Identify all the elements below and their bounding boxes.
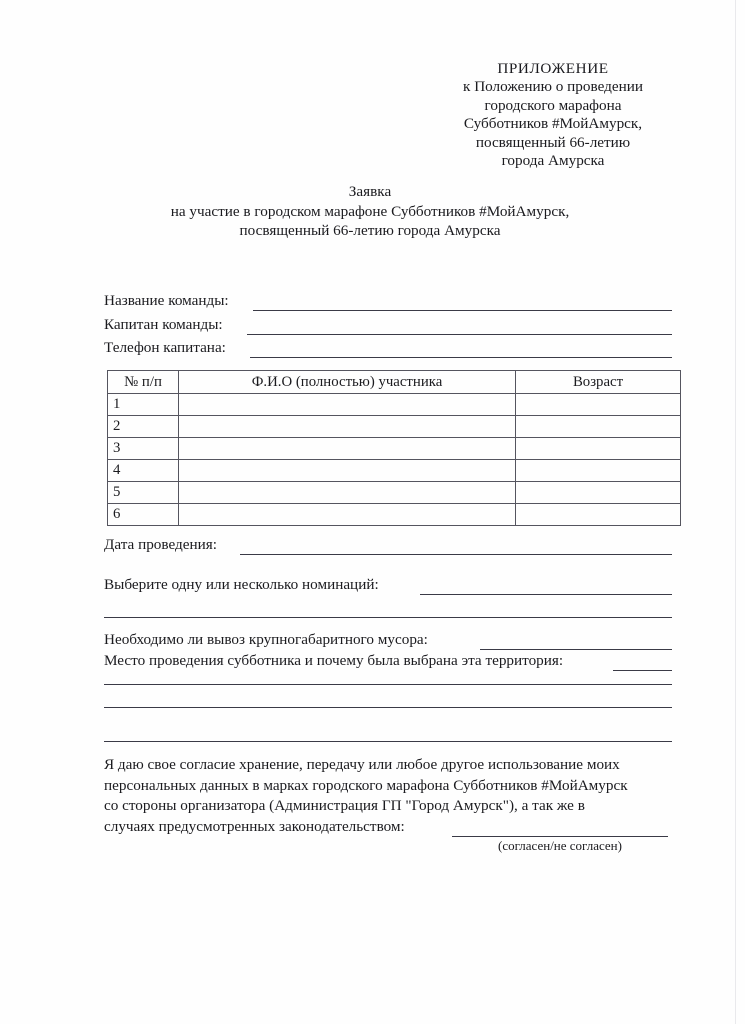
row-number: 3 [108, 438, 179, 460]
consent-line-4: случаях предусмотренных законодательством: [104, 817, 405, 835]
row-number: 2 [108, 416, 179, 438]
row-age-cell[interactable] [516, 460, 681, 482]
table-row [108, 416, 681, 438]
title-line-1: Заявка [348, 183, 392, 200]
row-fullname-cell[interactable] [179, 482, 516, 504]
row-fullname-cell[interactable] [179, 416, 516, 438]
consent-line-2: персональных данных в марках городского марафона Субботников #МойАмурск [104, 776, 628, 794]
appendix-header [425, 60, 681, 170]
row-number: 1 [108, 394, 179, 416]
participants-table [107, 370, 681, 526]
team-captain-input-line[interactable] [247, 334, 672, 335]
row-fullname-cell[interactable] [179, 394, 516, 416]
location-reason-input-line-2[interactable] [104, 684, 672, 685]
row-number: 6 [108, 504, 179, 526]
page-edge [735, 0, 736, 1024]
consent-line-3: со стороны организатора (Администрация ГП "Город Амурск"), а так же в [104, 797, 585, 815]
row-number: 4 [108, 460, 179, 482]
bulky-waste-input-line[interactable] [480, 649, 672, 650]
table-body [108, 394, 681, 526]
table-header-age: Возраст [516, 371, 681, 394]
row-age-cell[interactable] [516, 504, 681, 526]
captain-phone-input-line[interactable] [250, 357, 672, 358]
captain-phone-label: Телефон капитана: [104, 339, 226, 356]
appendix-line-2: к Положению о проведении [463, 78, 643, 96]
row-age-cell[interactable] [516, 482, 681, 504]
table-header-row [108, 371, 681, 394]
appendix-line-3: городского марафона [484, 96, 622, 114]
consent-signature-line[interactable] [452, 836, 668, 837]
title-line-3: посвященный 66-летию города Амурска [239, 222, 501, 239]
location-reason-input-line-4[interactable] [104, 741, 672, 742]
table-row [108, 438, 681, 460]
table-row [108, 394, 681, 416]
nominations-label: Выберите одну или несколько номинаций: [104, 576, 379, 593]
appendix-line-5: посвященный 66-летию [475, 133, 631, 151]
row-age-cell[interactable] [516, 416, 681, 438]
page-title [60, 182, 680, 241]
row-fullname-cell[interactable] [179, 460, 516, 482]
table-row [108, 460, 681, 482]
table-row [108, 482, 681, 504]
bulky-waste-label: Необходимо ли вывоз крупногабаритного мусора: [104, 631, 428, 648]
title-line-2: на участие в городском марафоне Субботников #МойАмурск, [170, 202, 570, 220]
nominations-input-line-1[interactable] [420, 594, 672, 595]
table-row [108, 504, 681, 526]
row-age-cell[interactable] [516, 394, 681, 416]
table-header-number: № п/п [108, 371, 179, 394]
team-name-label: Название команды: [104, 292, 229, 309]
consent-note: (согласен/не согласен) [498, 838, 622, 853]
row-fullname-cell[interactable] [179, 504, 516, 526]
appendix-line-6: города Амурска [501, 152, 605, 170]
event-date-label: Дата проведения: [104, 536, 217, 553]
table-header-fullname: Ф.И.О (полностью) участника [179, 371, 516, 394]
team-captain-label: Капитан команды: [104, 316, 223, 333]
consent-paragraph [104, 755, 676, 837]
appendix-line-4: Субботников #МойАмурск, [463, 115, 643, 133]
appendix-title: ПРИЛОЖЕНИЕ [497, 60, 609, 77]
location-reason-input-line-3[interactable] [104, 707, 672, 708]
nominations-input-line-2[interactable] [104, 617, 672, 618]
row-age-cell[interactable] [516, 438, 681, 460]
event-date-input-line[interactable] [240, 554, 672, 555]
consent-line-1: Я даю свое согласие хранение, передачу или любое другое использование моих [104, 756, 620, 773]
row-fullname-cell[interactable] [179, 438, 516, 460]
row-number: 5 [108, 482, 179, 504]
location-reason-label: Место проведения субботника и почему была выбрана эта территория: [104, 652, 564, 669]
team-name-input-line[interactable] [253, 310, 672, 311]
location-reason-input-line-1[interactable] [613, 670, 672, 671]
